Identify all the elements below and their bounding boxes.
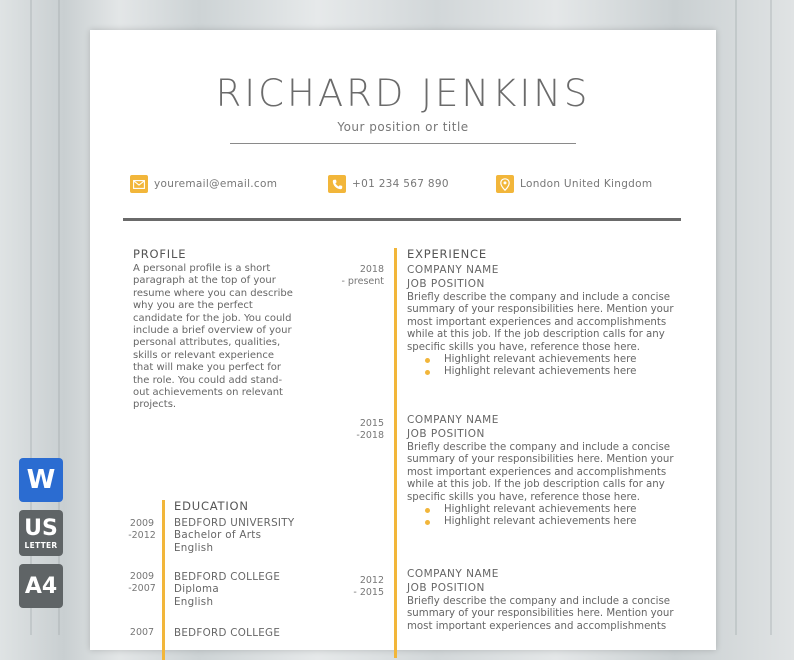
job-position: JOB POSITION: [407, 582, 485, 594]
name-divider: [230, 143, 576, 144]
education-entry: [174, 517, 294, 554]
subject: English: [174, 595, 214, 608]
job-description: Briefly describe the company and include a concise summary of your responsibilities here. Mention your most important experiences and accomplishments while at this job. If the job description calls for any specific skills you have, reference those here.: [407, 442, 674, 503]
phone-icon: [328, 175, 346, 193]
achievement-item: Highlight relevant achievements here: [425, 516, 636, 528]
a4-badge-label: A4: [24, 573, 58, 599]
degree: Diploma: [174, 583, 219, 596]
us-badge-label: US: [24, 515, 58, 541]
date-end: -2018: [356, 429, 384, 441]
school-name: BEDFORD COLLEGE: [174, 571, 281, 583]
subject: English: [174, 541, 214, 554]
profile-heading: PROFILE: [133, 247, 187, 261]
education-entry: [174, 627, 280, 639]
education-timeline: [162, 500, 165, 660]
achievement-item: Highlight relevant achievements here: [425, 504, 636, 516]
education-date: [124, 571, 160, 594]
contact-phone: [328, 174, 449, 194]
job-description: Briefly describe the company and include a concise summary of your responsibilities here. Mention your most important experiences and accomplishments while at this job. If the job description calls for any specific skills you have, reference those here.: [407, 292, 674, 353]
us-letter-badge: [19, 510, 63, 556]
achievement-list: [425, 504, 636, 529]
school-name: BEDFORD COLLEGE: [174, 627, 281, 639]
email-text: youremail@email.com: [154, 178, 278, 190]
date-end: - present: [341, 275, 384, 287]
date-start: 2018: [359, 264, 384, 275]
experience-date: [330, 418, 384, 441]
contact-email: [130, 174, 277, 194]
education-heading: EDUCATION: [174, 499, 249, 513]
experience-date: [330, 575, 384, 598]
job-position: JOB POSITION: [407, 428, 485, 440]
education-date: [124, 518, 160, 541]
location-text: London United Kingdom: [520, 178, 653, 190]
school-name: BEDFORD UNIVERSITY: [174, 517, 295, 529]
education-entry: [174, 571, 280, 608]
date-start: 2009: [129, 571, 155, 582]
job-position: JOB POSITION: [407, 278, 485, 290]
header-divider: [123, 218, 681, 221]
contact-location: [496, 174, 652, 194]
profile-text: A personal profile is a short paragraph at the top of your resume where you can describe why you are the perfect candidate for the job. You could include a brief overview of your personal attributes, qualities, skills or relevant experience that will make you perfect for the role. You could add stand-out achievements on relevant projects.: [133, 263, 293, 411]
company-name: COMPANY NAME: [407, 568, 499, 580]
date-end: - 2015: [353, 586, 384, 598]
date-start: 2012: [359, 575, 384, 586]
job-description: Briefly describe the company and include a concise summary of your responsibilities here. Mention your most important experiences and accomplishments: [407, 596, 674, 632]
date-end: -2012: [128, 529, 156, 541]
education-date: [124, 627, 160, 639]
envelope-icon: [130, 175, 148, 193]
wood-grain: [770, 0, 772, 635]
map-pin-icon: [496, 175, 514, 193]
resume-name: RICHARD JENKINS: [215, 72, 591, 115]
date-end: -2007: [128, 582, 156, 594]
achievement-item: Highlight relevant achievements here: [425, 366, 636, 378]
degree: Bachelor of Arts: [174, 529, 262, 542]
date-start: 2007: [129, 627, 155, 638]
word-format-badge: [19, 458, 63, 502]
word-badge-label: W: [26, 465, 56, 495]
experience-date: [330, 264, 384, 287]
experience-heading: EXPERIENCE: [407, 247, 487, 261]
achievement-item: Highlight relevant achievements here: [425, 354, 636, 366]
wood-grain: [735, 0, 737, 635]
company-name: COMPANY NAME: [407, 264, 499, 276]
date-start: 2009: [129, 518, 155, 529]
experience-timeline: [394, 248, 397, 658]
company-name: COMPANY NAME: [407, 414, 499, 426]
resume-page: [90, 30, 716, 650]
phone-text: +01 234 567 890: [352, 178, 449, 190]
date-start: 2015: [359, 418, 384, 429]
a4-format-badge: [19, 564, 63, 608]
resume-position: Your position or title: [337, 120, 469, 134]
us-badge-sub: LETTER: [24, 540, 58, 550]
achievement-list: [425, 354, 636, 379]
